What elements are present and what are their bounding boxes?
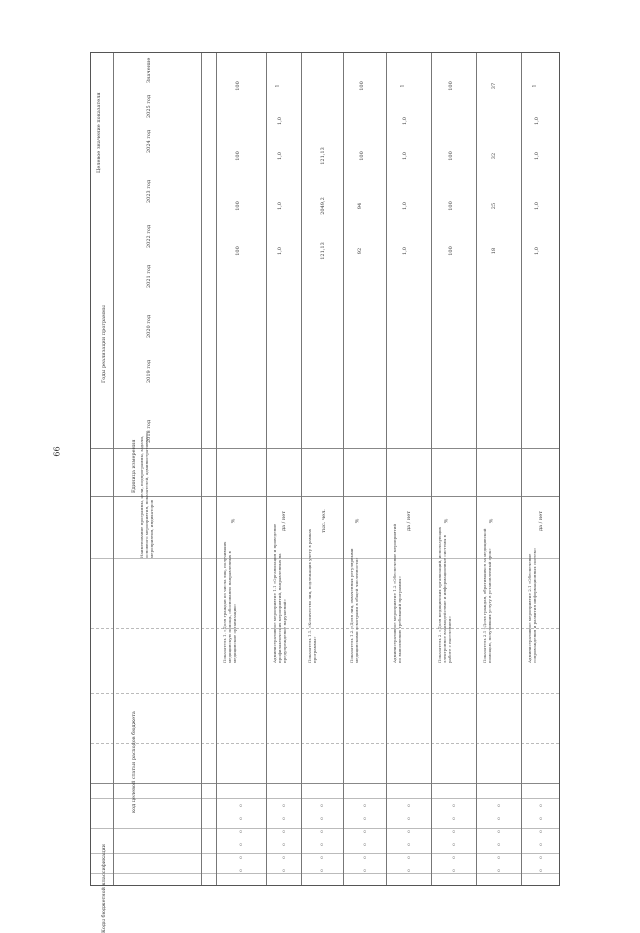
row-code-mark: 0 xyxy=(361,856,367,859)
row-code-mark: 0 xyxy=(537,817,543,820)
unit-header: Единица измерения xyxy=(131,439,137,493)
row-code-mark: 0 xyxy=(237,830,243,833)
program-header: Годы реализации программы xyxy=(101,305,107,383)
row-value-v2025: 1,0 xyxy=(401,117,408,125)
row-code-mark: 0 xyxy=(495,830,501,833)
row-code-mark: 0 xyxy=(495,856,501,859)
row-value-v2023: 100 xyxy=(447,201,454,211)
row-unit: % xyxy=(230,518,237,524)
row-code-mark: 0 xyxy=(361,804,367,807)
row-description: Показатель 1.2. «Доля лиц, охваченных регулярными медицинскими осмотрами в общей численности» xyxy=(349,548,359,663)
row-code-mark: 0 xyxy=(318,804,324,807)
row-code-mark: 0 xyxy=(537,830,543,833)
row-code-mark: 0 xyxy=(537,804,543,807)
row-code-mark: 0 xyxy=(318,830,324,833)
row-code-mark: 0 xyxy=(495,817,501,820)
row-value-target: 100 xyxy=(447,81,454,91)
row-code-mark: 0 xyxy=(280,856,286,859)
row-code-mark: 0 xyxy=(318,817,324,820)
row-code-mark: 0 xyxy=(405,856,411,859)
row-description: Показатель 2. «Доля медицинских организаций, использующих электронное взаимодействие и информационные системы в работе с населением» xyxy=(437,526,452,663)
row-value-v2023: 94 xyxy=(356,202,363,210)
row-code-mark: 0 xyxy=(280,843,286,846)
row-value-target: 37 xyxy=(490,82,497,90)
row-unit: тыс. чел. xyxy=(320,509,327,533)
row-code-mark: 0 xyxy=(318,843,324,846)
row-value-v2023: 1,0 xyxy=(533,202,540,210)
row-value-v2024: 121,13 xyxy=(319,147,326,165)
row-code-mark: 0 xyxy=(537,856,543,859)
row-code-mark: 0 xyxy=(495,869,501,872)
row-code-mark: 0 xyxy=(237,817,243,820)
year-2024: 2024 год xyxy=(146,129,152,153)
row-unit: да / нет xyxy=(405,511,412,531)
row-value-v2022: 121,13 xyxy=(319,242,326,260)
row-code-mark: 0 xyxy=(450,830,456,833)
row-description: Показатель 1.1. «Количество лиц, подлежащих учету в рамках программы» xyxy=(307,528,317,663)
row-value-v2024: 1,0 xyxy=(533,152,540,160)
row-value-v2025: 1,0 xyxy=(533,117,540,125)
row-code-mark: 0 xyxy=(318,869,324,872)
row-code-mark: 0 xyxy=(405,869,411,872)
row-code-mark: 0 xyxy=(537,843,543,846)
row-code-mark: 0 xyxy=(495,843,501,846)
row-code-mark: 0 xyxy=(450,856,456,859)
row-code-mark: 0 xyxy=(280,869,286,872)
row-value-v2023: 1,0 xyxy=(401,202,408,210)
year-2020: 2020 год xyxy=(146,314,152,338)
row-value-v2024: 1,0 xyxy=(401,152,408,160)
row-unit: да / нет xyxy=(537,511,544,531)
row-value-v2023: 25 xyxy=(490,202,497,210)
row-value-v2023: 100 xyxy=(234,201,241,211)
row-code-mark: 0 xyxy=(495,804,501,807)
row-value-v2024: 100 xyxy=(234,151,241,161)
row-code-mark: 0 xyxy=(280,817,286,820)
target-header: Целевое значение показателя xyxy=(96,92,102,173)
row-code-mark: 0 xyxy=(450,869,456,872)
row-description: Административное мероприятие 1.1 «Организация и проведение профилактических мероприятий, направленных на предупреждение нарушений» xyxy=(272,523,287,663)
row-value-v2023: 2049,2 xyxy=(319,197,326,215)
row-value-v2023: 1,0 xyxy=(276,202,283,210)
row-code-mark: 0 xyxy=(450,804,456,807)
row-value-v2024: 1,0 xyxy=(276,152,283,160)
row-code-mark: 0 xyxy=(237,869,243,872)
year-2023: 2023 год xyxy=(146,179,152,203)
expenses-header: код целевой статьи расходов бюджета xyxy=(131,711,137,813)
target-value-header: Значение xyxy=(146,57,152,83)
year-2022: 2022 год xyxy=(146,224,152,248)
row-unit: % xyxy=(353,518,360,524)
row-value-v2022: 18 xyxy=(490,247,497,255)
row-value-v2022: 1,0 xyxy=(401,247,408,255)
row-code-mark: 0 xyxy=(237,843,243,846)
row-value-target: 100 xyxy=(358,81,365,91)
year-2021: 2021 год xyxy=(146,264,152,288)
row-value-target: 1 xyxy=(274,84,281,88)
row-code-mark: 0 xyxy=(361,830,367,833)
row-code-mark: 0 xyxy=(361,817,367,820)
row-code-mark: 0 xyxy=(450,843,456,846)
row-unit: % xyxy=(487,518,494,524)
row-code-mark: 0 xyxy=(361,843,367,846)
year-2019: 2019 год xyxy=(146,359,152,383)
row-code-mark: 0 xyxy=(237,856,243,859)
row-value-target: 1 xyxy=(399,84,406,88)
row-value-v2022: 100 xyxy=(447,246,454,256)
row-value-v2022: 1,0 xyxy=(533,247,540,255)
row-unit: % xyxy=(442,518,449,524)
page-number: 66 xyxy=(52,446,62,457)
row-code-mark: 0 xyxy=(405,804,411,807)
description-header: Наименование программы, цели, подпрограммы, задачи, основного мероприятия, показателей, административного мероприятия, индикаторов xyxy=(139,433,154,558)
row-value-v2025: 1,0 xyxy=(276,117,283,125)
row-value-target: 100 xyxy=(234,81,241,91)
row-code-mark: 0 xyxy=(405,843,411,846)
row-description: Показатель 2.1 «Доля граждан, обратившихся за медицинской помощью, получивших услугу в установленный срок» xyxy=(482,528,492,663)
row-code-mark: 0 xyxy=(280,804,286,807)
row-value-v2022: 100 xyxy=(234,246,241,256)
row-code-mark: 0 xyxy=(450,817,456,820)
row-value-v2024: 32 xyxy=(490,152,497,160)
row-value-v2022: 92 xyxy=(356,247,363,255)
row-description: Показатель 1. «Доля граждан из числа лиц, получивших медицинскую помощь, обоснованно направленных в медицинские организации» xyxy=(222,541,237,663)
row-value-target: 1 xyxy=(531,84,538,88)
row-description: Административное мероприятие 1.2 «Обеспечение мероприятий по выполнению требований программы» xyxy=(392,523,402,663)
row-value-v2024: 100 xyxy=(447,151,454,161)
row-value-v2022: 1,0 xyxy=(276,247,283,255)
row-code-mark: 0 xyxy=(361,869,367,872)
data-table xyxy=(90,52,560,933)
codes-header: Коды бюджетной классификации xyxy=(101,843,107,933)
row-code-mark: 0 xyxy=(237,804,243,807)
row-unit: да / нет xyxy=(280,511,287,531)
row-description: Административное мероприятие 2.1 «Обеспечение сопровождения и развития информационных систем» xyxy=(527,547,537,663)
row-code-mark: 0 xyxy=(318,856,324,859)
row-code-mark: 0 xyxy=(405,817,411,820)
row-value-v2024: 100 xyxy=(358,151,365,161)
row-code-mark: 0 xyxy=(280,830,286,833)
year-2025: 2025 год xyxy=(146,94,152,118)
year-2018: 2018 год xyxy=(146,419,152,443)
row-code-mark: 0 xyxy=(405,830,411,833)
row-code-mark: 0 xyxy=(537,869,543,872)
